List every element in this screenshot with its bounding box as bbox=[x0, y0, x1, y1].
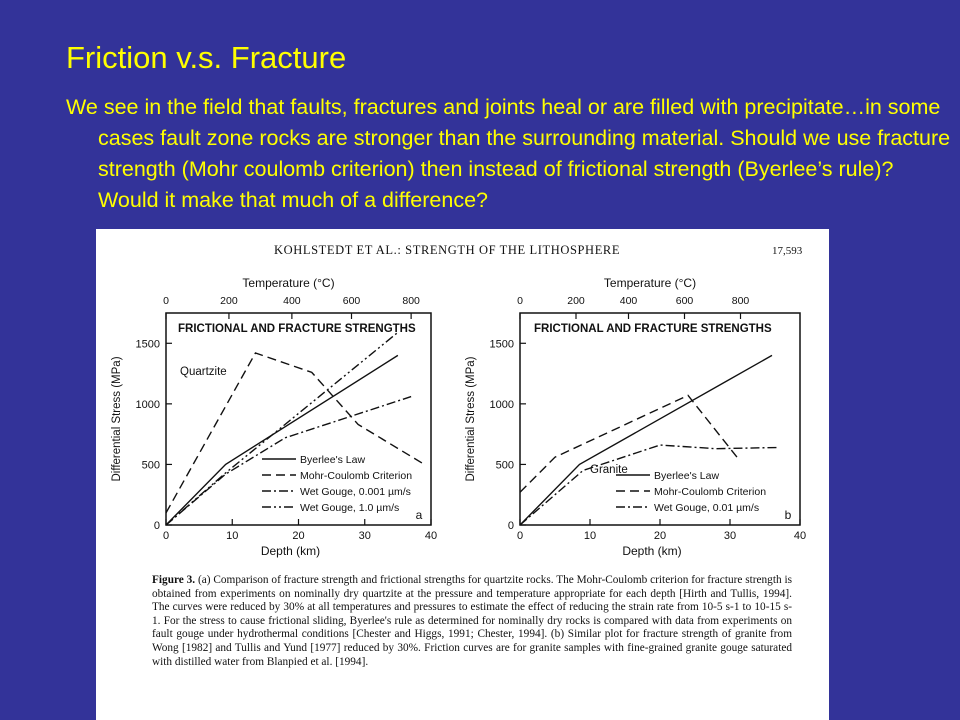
panel-b-y-tick-label: 500 bbox=[495, 459, 514, 472]
panel-a-top-axis-label: Temperature (°C) bbox=[242, 276, 335, 290]
panel-b-x-tick-label: 40 bbox=[793, 530, 807, 542]
panel-b-top-tick-label: 0 bbox=[517, 295, 523, 307]
panel-a-legend-entry: Wet Gouge, 1.0 µm/s bbox=[300, 502, 400, 514]
panel-b-top-tick-label: 600 bbox=[675, 295, 694, 307]
scanned-figure bbox=[96, 229, 829, 720]
panel-b-legend-entry: Mohr-Coulomb Criterion bbox=[654, 486, 767, 498]
figure-caption bbox=[152, 574, 792, 669]
panel-b-legend-entry: Byerlee's Law bbox=[654, 470, 720, 482]
panel-a-x-tick-label: 0 bbox=[162, 530, 170, 542]
panel-b-top-axis-label: Temperature (°C) bbox=[603, 276, 697, 290]
panel-a-x-tick-label: 10 bbox=[226, 530, 239, 542]
panel-a-x-tick-label: 30 bbox=[358, 530, 371, 542]
caption-text: (a) Comparison of fracture strength and frictional strengths for quartzite rocks. The Mohr-Coulomb criterion for fracture strength is obtained from experiments on nominally dry quartzite at the pressure and temperature appropriate for each depth [Hirth and Tullis, 1994]. The curves were reduced by 30% at all temperatures and pressures to estimate the effect of reducing the strain rate from 10-5 s-1 to 10-15 s-1. For the stress to cause frictional sliding, Byerlee's rule as determined for nominally dry rocks is compared with data from experiments on fault gouge under hydrothermal conditions [Chester and Higgs, 1991; Chester, 1994]. (b) Similar plot for fracture strength of granite from Wong [1982] and Tullis and Yund [1977] reduced by 30%. Friction curves are for granite samples with fine-grained granite gouge saturated with distilled water from Blanpied et al. [1994]. bbox=[152, 574, 792, 668]
panel-a-panel-label: a bbox=[415, 508, 423, 522]
panel-a-top-tick-label: 400 bbox=[283, 295, 301, 307]
panel-a-y-tick-label: 500 bbox=[141, 459, 160, 472]
panel-a-x-tick-label: 20 bbox=[292, 530, 305, 542]
panel-b-top-tick-label: 800 bbox=[731, 295, 750, 307]
slide-body-text: We see in the field that faults, fractures and joints heal or are filled with precipitate…in some cases fault zone rocks are stronger than the surrounding material. Should we use fracture strength (Mohr coulomb criterion) then instead of frictional strength (Byerlee’s rule)? Would it make that much of a difference? bbox=[66, 95, 951, 212]
panel-b-x-tick-label: 30 bbox=[723, 530, 737, 542]
panel-a-y-axis-label: Differential Stress (MPa) bbox=[111, 356, 123, 482]
figure-header-right: 17,593 bbox=[772, 245, 803, 257]
panel-b-top-tick-label: 400 bbox=[619, 295, 638, 307]
panel-b-y-tick-label: 1500 bbox=[489, 338, 514, 351]
panel-a-rock-label: Quartzite bbox=[180, 366, 227, 378]
panel-a-y-tick-label: 0 bbox=[153, 520, 160, 532]
panel-a-x-tick-label: 40 bbox=[424, 530, 438, 542]
panel-b-x-tick-label: 10 bbox=[583, 530, 597, 542]
panel-b-y-tick-label: 1000 bbox=[489, 398, 514, 411]
panel-b-y-axis-label: Differential Stress (MPa) bbox=[465, 356, 477, 482]
panel-a-y-tick-label: 1500 bbox=[135, 338, 160, 351]
panel-a-top-tick-label: 0 bbox=[163, 295, 169, 307]
panel-a-top-tick-label: 800 bbox=[402, 295, 420, 307]
panel-b-panel-label: b bbox=[784, 508, 792, 522]
panel-a-top-tick-label: 200 bbox=[220, 295, 238, 307]
panel-a-legend-entry: Wet Gouge, 0.001 µm/s bbox=[300, 486, 411, 498]
panel-b-legend-entry: Wet Gouge, 0.01 µm/s bbox=[654, 502, 760, 514]
panel-a-top-tick-label: 600 bbox=[342, 295, 361, 307]
panel-b-top-tick-label: 200 bbox=[567, 295, 585, 307]
caption-label: Figure 3. bbox=[152, 574, 196, 586]
panel-a-x-axis-label: Depth (km) bbox=[260, 544, 321, 558]
panel-a-chart-title: FRICTIONAL AND FRACTURE STRENGTHS bbox=[178, 323, 416, 335]
panel-b-x-tick-label: 20 bbox=[653, 530, 667, 542]
panel-b-chart-title: FRICTIONAL AND FRACTURE STRENGTHS bbox=[534, 323, 772, 335]
slide-title: Friction v.s. Fracture bbox=[66, 40, 347, 75]
panel-a-y-tick-label: 1000 bbox=[135, 398, 160, 411]
panel-b-x-axis-label: Depth (km) bbox=[622, 544, 682, 558]
figure-header-left: KOHLSTEDT ET AL.: STRENGTH OF THE LITHOSPHERE bbox=[274, 243, 621, 257]
panel-b-x-tick-label: 0 bbox=[516, 530, 524, 542]
panel-a-legend-entry: Mohr-Coulomb Criterion bbox=[300, 470, 413, 482]
panel-b-rock-label: Granite bbox=[590, 464, 628, 476]
panel-a-legend-entry: Byerlee's Law bbox=[300, 454, 366, 466]
panel-b-y-tick-label: 0 bbox=[507, 520, 514, 532]
panel-b-series-line-1 bbox=[520, 355, 772, 525]
